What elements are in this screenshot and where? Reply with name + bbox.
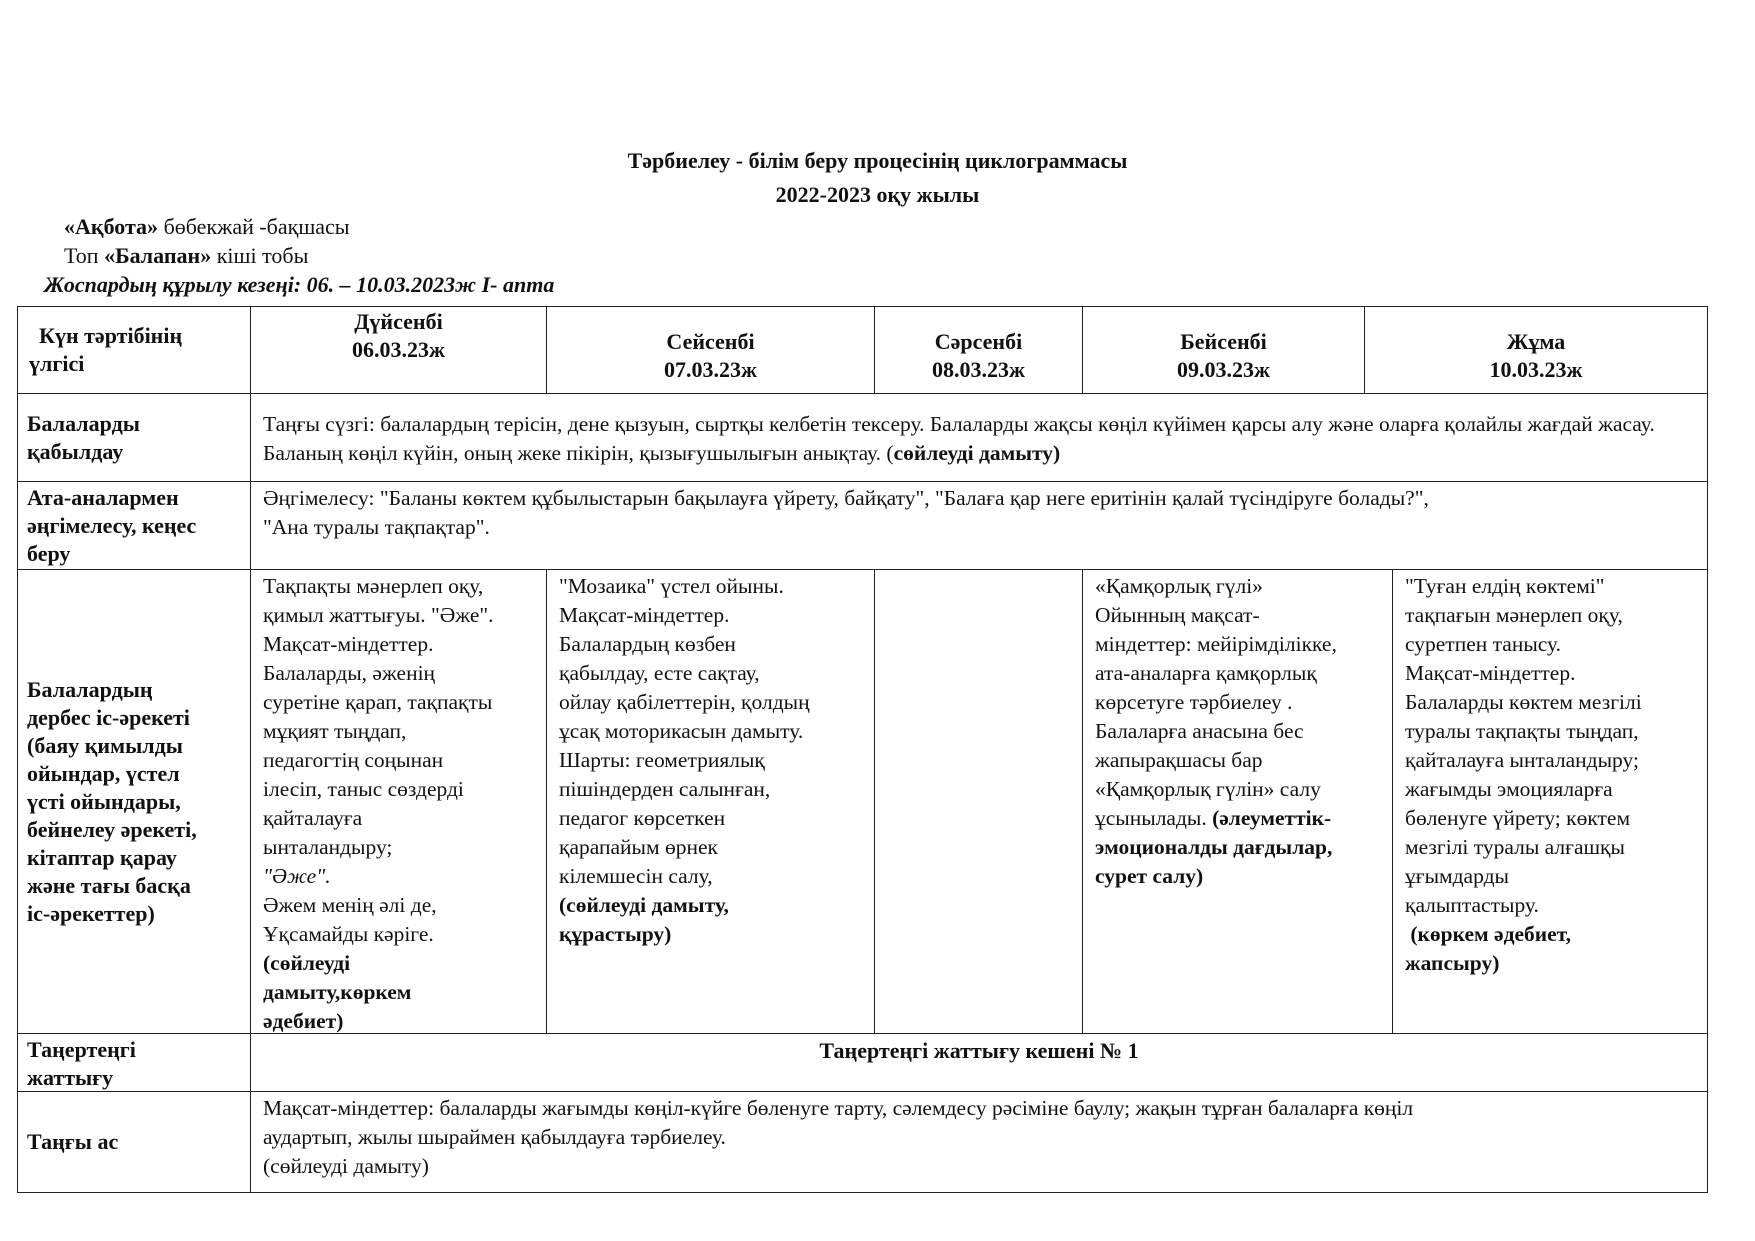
activity-line: тақпағын мәнерлеп оқу, bbox=[1405, 603, 1623, 627]
activity-line: қарапайым өрнек bbox=[559, 835, 718, 859]
row-label-line: әңгімелесу, кеңес bbox=[27, 513, 197, 538]
activity-line: педагогтің соңынан bbox=[263, 748, 444, 772]
activity-line: мұқият тыңдап, bbox=[263, 719, 407, 743]
activity-monday bbox=[251, 570, 547, 1034]
row-label-line: іс-әрекеттер) bbox=[27, 900, 155, 926]
activity-area: жапсыру) bbox=[1405, 951, 1500, 975]
activity-area: құрастыру) bbox=[559, 922, 672, 946]
group-prefix: Топ bbox=[64, 243, 105, 268]
row-label-line: Ата-аналармен bbox=[27, 485, 179, 510]
activity-line: кілемшесін салу, bbox=[559, 864, 713, 888]
row-label-line: Балаларды bbox=[27, 410, 140, 436]
activity-line: ынталандыру; bbox=[263, 835, 393, 859]
activity-line: Шарты: геометриялық bbox=[559, 748, 765, 772]
activity-line: Балалардың көзбен bbox=[559, 632, 736, 656]
row-label-line: ойындар, үстел bbox=[27, 760, 180, 786]
poem-line: Әжем менің әлі де, bbox=[263, 893, 437, 917]
activity-line: ұғымдарды bbox=[1405, 864, 1509, 888]
activity-line: ұсақ моторикасын дамыту. bbox=[559, 719, 804, 743]
activity-line: "Туған елдің көктемі" bbox=[1405, 574, 1605, 598]
row-label-independent-activity bbox=[17, 570, 251, 1034]
header-day-friday bbox=[1365, 306, 1708, 394]
activity-line: жапырақшасы бар bbox=[1095, 748, 1263, 772]
activity-line: жағымды эмоцияларға bbox=[1405, 777, 1613, 801]
activity-line: суретпен танысу. bbox=[1405, 632, 1562, 656]
header-col-regime bbox=[17, 306, 251, 394]
activity-line: «Қамқорлық гүлін» салу bbox=[1095, 777, 1321, 801]
academic-year: 2022-2023 оқу жылы bbox=[775, 182, 980, 207]
activity-area: (сөйлеуді дамыту, bbox=[559, 893, 729, 917]
activity-line: ойлау қабілеттерін, қолдың bbox=[559, 690, 810, 714]
activity-area: эмоционалды дағдылар, bbox=[1095, 835, 1333, 859]
row-label-line: және тағы басқа bbox=[27, 872, 191, 898]
day-name: Жұма bbox=[1506, 328, 1566, 354]
activity-line: міндеттер: мейірімділікке, bbox=[1095, 632, 1337, 656]
header-day-thursday bbox=[1083, 306, 1365, 394]
row-label-line: (баяу қимылды bbox=[27, 732, 183, 758]
document-title: Тәрбиелеу - білім беру процесінің циклограммасы bbox=[627, 148, 1128, 173]
activity-line: Балаларды, әженің bbox=[263, 661, 436, 685]
activity-line: қимыл жаттығуы. "Әже". bbox=[263, 603, 494, 627]
activity-area: әдебиет) bbox=[263, 1009, 344, 1033]
header-day-tuesday bbox=[547, 306, 875, 394]
activity-area: (әлеуметтік- bbox=[1212, 806, 1332, 830]
activity-area: (сөйлеуді bbox=[263, 951, 351, 975]
activity-line: Балаларға анасына бес bbox=[1095, 719, 1304, 743]
row-label-line: Балалардың bbox=[27, 676, 153, 702]
row-label-line: беру bbox=[27, 541, 71, 566]
activity-thursday bbox=[1083, 570, 1393, 1034]
day-name: Дүйсенбі bbox=[354, 309, 443, 334]
activity-line: пішіндерден салынған, bbox=[559, 777, 771, 801]
poem-line: Ұқсамайды кәріге. bbox=[263, 922, 434, 946]
group-suffix: кіші тобы bbox=[211, 243, 309, 268]
activity-line: қайталауға bbox=[263, 806, 363, 830]
group-name: «Балапан» bbox=[104, 243, 212, 268]
schedule-table bbox=[17, 306, 1708, 1193]
activity-area: (көркем әдебиет, bbox=[1405, 922, 1572, 946]
activity-line: көрсетуге тәрбиелеу . bbox=[1095, 690, 1293, 714]
activity-text: ұсынылады. bbox=[1095, 806, 1213, 830]
row-label-line: үсті ойындары, bbox=[27, 788, 181, 814]
kindergarten-name: «Ақбота» bbox=[64, 214, 159, 239]
row-label-line: Таңертеңгі bbox=[27, 1037, 136, 1062]
breakfast-line: аудартып, жылы шыраймен қабылдауға тәрбиелеу. bbox=[263, 1125, 726, 1149]
row-label-morning-exercise bbox=[17, 1034, 251, 1092]
kindergarten-line bbox=[64, 214, 350, 240]
kindergarten-suffix: бөбекжай -бақшасы bbox=[158, 214, 350, 239]
day-date: 07.03.23ж bbox=[664, 356, 757, 382]
breakfast-line: Мақсат-міндеттер: балаларды жағымды көңіл-күйге бөленуге тарту, сәлемдесу рәсіміне баулу; жақын тұрған балаларға көңіл bbox=[263, 1096, 1414, 1120]
group-line bbox=[64, 243, 308, 269]
activity-line: Мақсат-міндеттер. bbox=[263, 632, 434, 656]
header-day-wednesday bbox=[875, 306, 1083, 394]
breakfast-text bbox=[251, 1092, 1708, 1193]
activity-line: педагог көрсеткен bbox=[559, 806, 726, 830]
row-label-line: Таңғы ас bbox=[27, 1129, 119, 1154]
reception-body: Таңғы сүзгі: балалардың терісін, дене қызуын, сыртқы келбетін тексеру. Балаларды жақсы көңіл күйімен қарсы алу және оларға қолайлы жағдай жасау. Баланың көңіл күйін, оның жеке пікірін, қызығушылығын анықтау. ( bbox=[263, 412, 1655, 465]
activity-friday bbox=[1393, 570, 1708, 1034]
row-label-line: қабылдау bbox=[27, 438, 124, 464]
activity-wednesday bbox=[875, 570, 1083, 1034]
activity-line bbox=[1095, 804, 1380, 833]
morning-exercise-text: Таңертеңгі жаттығу кешені № 1 bbox=[251, 1034, 1708, 1092]
header-col-regime-line1: Күн тәртібінің bbox=[39, 322, 183, 348]
activity-line: Мақсат-міндеттер. bbox=[559, 603, 730, 627]
activity-line: Тақпақты мәнерлеп оқу, bbox=[263, 574, 484, 598]
header-day-monday bbox=[251, 306, 547, 394]
day-date: 06.03.23ж bbox=[352, 337, 445, 362]
activity-line: қалыптастыру. bbox=[1405, 893, 1539, 917]
activity-line: Ойынның мақсат- bbox=[1095, 603, 1260, 627]
activity-line: қабылдау, есте сақтау, bbox=[559, 661, 760, 685]
activity-area: дамыту,көркем bbox=[263, 980, 412, 1004]
activity-line: «Қамқорлық гүлі» bbox=[1095, 574, 1263, 598]
day-name: Бейсенбі bbox=[1180, 328, 1267, 354]
activity-line: бөленуге үйрету; көктем bbox=[1405, 806, 1631, 830]
activity-line: "Мозаика" үстел ойыны. bbox=[559, 574, 784, 598]
activity-line: ілесіп, таныс сөздерді bbox=[263, 777, 464, 801]
row-label-breakfast bbox=[17, 1092, 251, 1193]
day-name: Сейсенбі bbox=[666, 328, 755, 354]
row-label-line: дербес іс-әрекеті bbox=[27, 704, 190, 730]
plan-period: Жоспардың құрылу кезеңі: 06. – 10.03.2023ж I- апта bbox=[44, 272, 555, 297]
day-date: 09.03.23ж bbox=[1177, 356, 1270, 382]
activity-line: суретіне қарап, тақпақты bbox=[263, 690, 493, 714]
activity-tuesday bbox=[547, 570, 875, 1034]
activity-line: ата-аналарға қамқорлық bbox=[1095, 661, 1317, 685]
parents-text bbox=[251, 482, 1708, 570]
parents-line: "Ана туралы тақпақтар". bbox=[263, 515, 490, 539]
row-label-parents bbox=[17, 482, 251, 570]
activity-line: қайталауға ынталандыру; bbox=[1405, 748, 1639, 772]
parents-line: Әңгімелесу: "Баланы көктем құбылыстарын бақылауға үйрету, байқату", "Балаға қар неге еритінін қалай түсіндіруге болады?", bbox=[263, 486, 1429, 510]
day-name: Сәрсенбі bbox=[934, 328, 1023, 354]
row-label-line: бейнелеу әрекеті, bbox=[27, 816, 197, 842]
day-date: 10.03.23ж bbox=[1489, 356, 1583, 382]
header-col-regime-line2: үлгісі bbox=[29, 350, 85, 376]
activity-line: Балаларды көктем мезгілі bbox=[1405, 690, 1642, 714]
activity-line: Мақсат-міндеттер. bbox=[1405, 661, 1576, 685]
activity-line: мезгілі туралы алғашқы bbox=[1405, 835, 1625, 859]
activity-line: туралы тақпақты тыңдап, bbox=[1405, 719, 1639, 743]
reception-text bbox=[251, 394, 1708, 482]
reception-bold: сөйлеуді дамыту) bbox=[893, 441, 1061, 465]
breakfast-line: (сөйлеуді дамыту) bbox=[263, 1154, 429, 1178]
row-label-line: кітаптар қарау bbox=[27, 844, 177, 870]
activity-area: сурет салу) bbox=[1095, 864, 1204, 888]
poem-title: "Әже". bbox=[263, 864, 331, 888]
row-label-reception bbox=[17, 394, 251, 482]
row-label-line: жаттығу bbox=[27, 1065, 114, 1090]
day-date: 08.03.23ж bbox=[932, 356, 1025, 382]
